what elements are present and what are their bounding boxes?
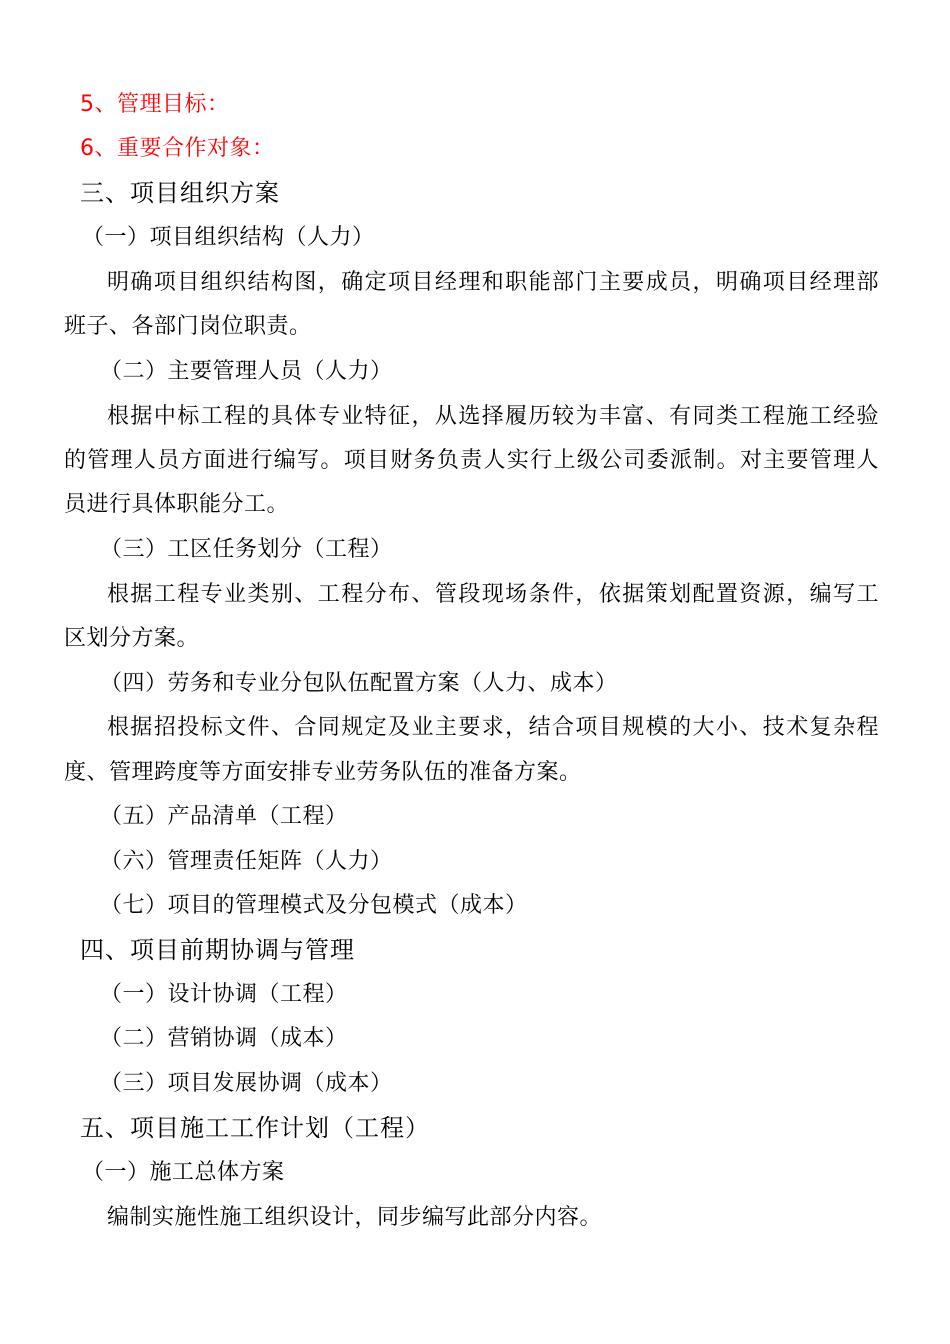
section3-sub7-heading: （七）项目的管理模式及分包模式（成本）: [100, 893, 528, 918]
section3-sub3-paragraph-line2: 区划分方案。: [64, 626, 200, 651]
section3-sub2-heading: （二）主要管理人员（人力）: [100, 359, 393, 384]
section3-sub4-heading: （四）劳务和专业分包队伍配置方案（人力、成本）: [100, 671, 618, 696]
section5-heading: 五、项目施工工作计划（工程）: [80, 1114, 430, 1142]
item-key-partners: 6、重要合作对象：: [80, 136, 275, 161]
section3-sub1-paragraph-line1: 明确项目组织结构图，确定项目经理和职能部门主要成员，明确项目经理部: [107, 270, 879, 295]
section4-sub3-heading: （三）项目发展协调（成本）: [100, 1071, 393, 1096]
section3-sub2-paragraph-line2: 的管理人员方面进行编写。项目财务负责人实行上级公司委派制。对主要管理人: [64, 448, 879, 473]
section3-sub5-heading: （五）产品清单（工程）: [100, 804, 348, 829]
section3-sub4-paragraph-line1: 根据招投标文件、合同规定及业主要求，结合项目规模的大小、技术复杂程: [107, 715, 879, 740]
section3-heading: 三、项目组织方案: [80, 179, 280, 207]
section5-sub1-heading: （一）施工总体方案: [82, 1160, 285, 1185]
item-management-goal: 5、管理目标：: [80, 92, 230, 117]
section3-sub2-paragraph-line3: 员进行具体职能分工。: [64, 492, 290, 517]
section4-sub2-heading: （二）营销协调（成本）: [100, 1026, 348, 1051]
section3-sub6-heading: （六）管理责任矩阵（人力）: [100, 849, 393, 874]
section3-sub3-paragraph-line1: 根据工程专业类别、工程分布、管段现场条件，依据策划配置资源，编写工: [107, 582, 879, 607]
section3-sub2-paragraph-line1: 根据中标工程的具体专业特征，从选择履历较为丰富、有同类工程施工经验: [107, 404, 879, 429]
section5-sub1-paragraph-line1: 编制实施性施工组织设计，同步编写此部分内容。: [107, 1205, 603, 1230]
section4-sub1-heading: （一）设计协调（工程）: [100, 982, 348, 1007]
section3-sub1-paragraph-line2: 班子、各部门岗位职责。: [64, 314, 312, 339]
section3-sub3-heading: （三）工区任务划分（工程）: [100, 537, 393, 562]
section4-heading: 四、项目前期协调与管理: [80, 936, 355, 964]
section3-sub4-paragraph-line2: 度、管理跨度等方面安排专业劳务队伍的准备方案。: [64, 760, 582, 785]
section3-sub1-heading: （一）项目组织结构（人力）: [82, 225, 375, 250]
